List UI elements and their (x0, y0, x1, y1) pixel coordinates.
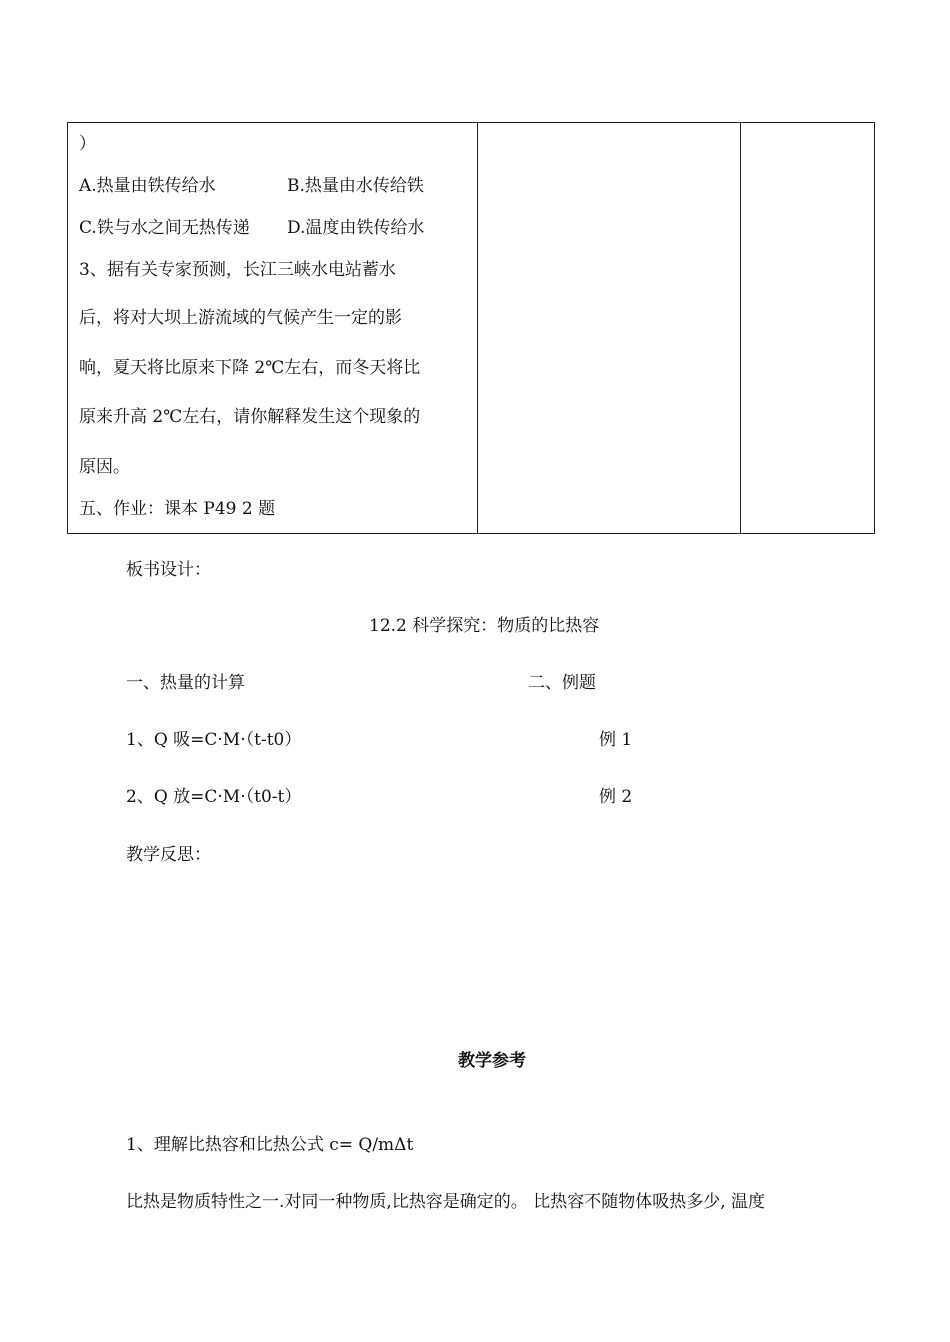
empty-cell (741, 123, 875, 534)
continuation-mark: ） (79, 134, 96, 154)
formula-absorb: 1、Q 吸=C·M·（t-t0） (126, 730, 302, 750)
option-b: B.热量由水传给铁 (287, 176, 424, 196)
empty-cell (478, 123, 741, 534)
example-1: 例 1 (599, 730, 633, 750)
option-d: D.温度由铁传给水 (287, 218, 425, 238)
question-3-line: 3、据有关专家预测，长江三峡水电站蓄水 (79, 260, 396, 280)
question-3-line: 原来升高 2℃左右，请你解释发生这个现象的 (79, 407, 421, 427)
question-3-line: 原因。 (79, 457, 130, 477)
reference-paragraph: 比热是物质特性之一.对同一种物质,比热容是确定的。 比热容不随物体吸热多少, 温度 (126, 1192, 766, 1212)
board-design-label: 板书设计： (126, 560, 211, 580)
reference-title: 教学参考 (458, 1051, 526, 1071)
board-title: 12.2 科学探究：物质的比热容 (369, 616, 600, 636)
question-3-line: 后，将对大坝上游流域的气候产生一定的影 (79, 308, 402, 328)
reference-point-1: 1、理解比热容和比热公式 c= Q/mΔt (126, 1135, 414, 1155)
option-c: C.铁与水之间无热传递 (79, 218, 250, 238)
homework-line: 五、作业：课本 P49 2 题 (79, 499, 276, 519)
board-right-heading: 二、例题 (528, 673, 596, 693)
option-a: A.热量由铁传给水 (79, 176, 216, 196)
content-cell (68, 123, 478, 534)
example-2: 例 2 (599, 787, 633, 807)
lesson-table (67, 122, 875, 534)
question-3-line: 响，夏天将比原来下降 2℃左右，而冬天将比 (79, 358, 421, 378)
formula-release: 2、Q 放=C·M·（t0-t） (126, 787, 302, 807)
board-left-heading: 一、热量的计算 (126, 673, 245, 693)
reflection-label: 教学反思： (126, 845, 211, 865)
